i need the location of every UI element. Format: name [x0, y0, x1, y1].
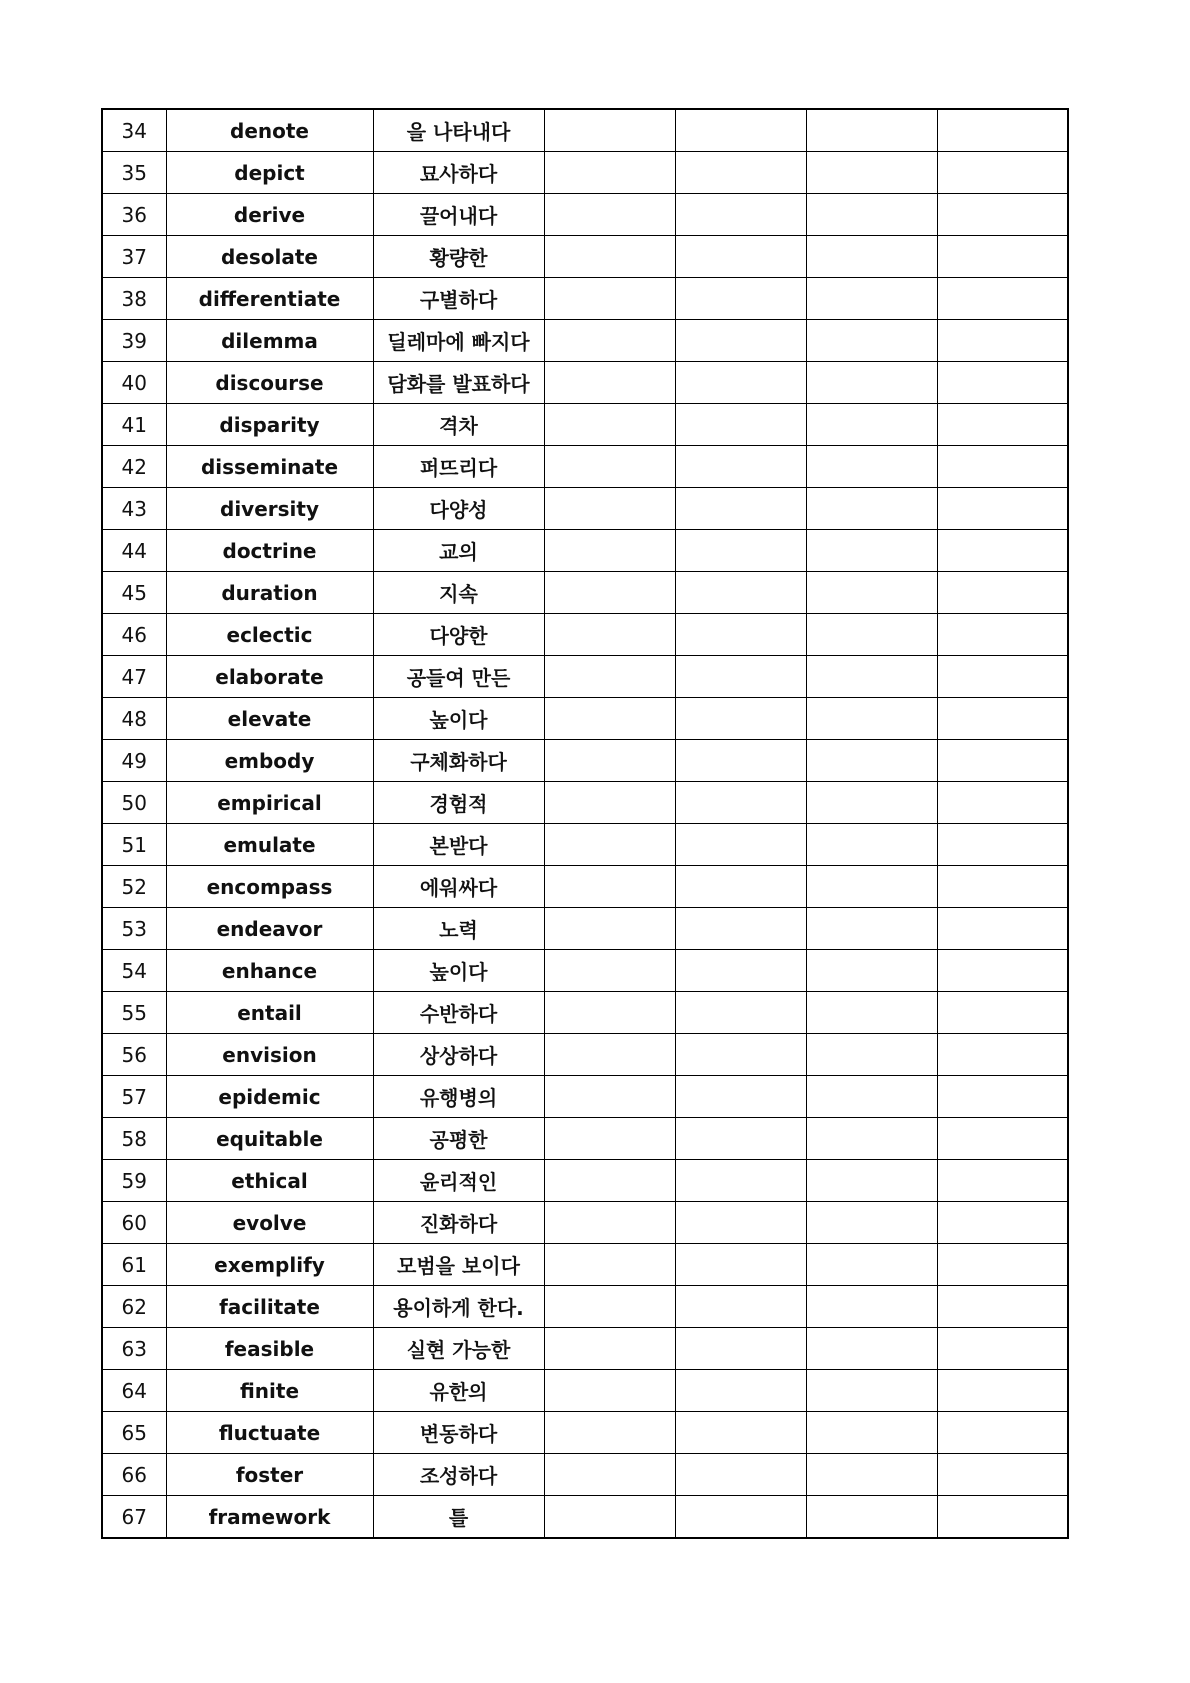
- blank-practice-cell: [675, 1496, 806, 1539]
- blank-practice-cell: [937, 614, 1068, 656]
- blank-practice-cell: [806, 194, 937, 236]
- blank-practice-cell: [544, 1076, 675, 1118]
- blank-practice-cell: [937, 1496, 1068, 1539]
- entry-number: 40: [102, 362, 166, 404]
- blank-practice-cell: [806, 488, 937, 530]
- entry-meaning: 묘사하다: [373, 152, 544, 194]
- entry-meaning: 구별하다: [373, 278, 544, 320]
- entry-word: emulate: [166, 824, 373, 866]
- entry-word: foster: [166, 1454, 373, 1496]
- entry-word: exemplify: [166, 1244, 373, 1286]
- blank-practice-cell: [937, 740, 1068, 782]
- blank-practice-cell: [937, 1286, 1068, 1328]
- blank-practice-cell: [806, 656, 937, 698]
- entry-word: evolve: [166, 1202, 373, 1244]
- blank-practice-cell: [806, 614, 937, 656]
- entry-number: 62: [102, 1286, 166, 1328]
- blank-practice-cell: [544, 236, 675, 278]
- blank-practice-cell: [806, 1202, 937, 1244]
- blank-practice-cell: [675, 1160, 806, 1202]
- blank-practice-cell: [675, 1076, 806, 1118]
- blank-practice-cell: [544, 1034, 675, 1076]
- blank-practice-cell: [937, 446, 1068, 488]
- blank-practice-cell: [544, 1496, 675, 1539]
- entry-word: finite: [166, 1370, 373, 1412]
- entry-word: entail: [166, 992, 373, 1034]
- blank-practice-cell: [675, 194, 806, 236]
- entry-number: 44: [102, 530, 166, 572]
- table-row: [102, 1496, 1068, 1539]
- entry-meaning: 경험적: [373, 782, 544, 824]
- table-row: [102, 152, 1068, 194]
- table-row: [102, 278, 1068, 320]
- entry-number: 49: [102, 740, 166, 782]
- entry-word: disparity: [166, 404, 373, 446]
- vocabulary-table: [101, 108, 1069, 1539]
- entry-number: 36: [102, 194, 166, 236]
- blank-practice-cell: [806, 1370, 937, 1412]
- entry-word: elaborate: [166, 656, 373, 698]
- entry-meaning: 공들여 만든: [373, 656, 544, 698]
- blank-practice-cell: [806, 950, 937, 992]
- entry-meaning: 퍼뜨리다: [373, 446, 544, 488]
- entry-meaning: 딜레마에 빠지다: [373, 320, 544, 362]
- blank-practice-cell: [675, 1034, 806, 1076]
- blank-practice-cell: [806, 446, 937, 488]
- table-row: [102, 824, 1068, 866]
- table-row: [102, 1034, 1068, 1076]
- table-row: [102, 656, 1068, 698]
- table-row: [102, 1370, 1068, 1412]
- blank-practice-cell: [806, 530, 937, 572]
- blank-practice-cell: [806, 824, 937, 866]
- entry-meaning: 다양성: [373, 488, 544, 530]
- entry-word: fluctuate: [166, 1412, 373, 1454]
- blank-practice-cell: [675, 1118, 806, 1160]
- table-row: [102, 1244, 1068, 1286]
- table-row: [102, 362, 1068, 404]
- entry-word: elevate: [166, 698, 373, 740]
- table-row: [102, 1076, 1068, 1118]
- entry-number: 47: [102, 656, 166, 698]
- blank-practice-cell: [544, 1286, 675, 1328]
- table-row: [102, 614, 1068, 656]
- entry-number: 48: [102, 698, 166, 740]
- blank-practice-cell: [675, 1202, 806, 1244]
- entry-meaning: 지속: [373, 572, 544, 614]
- entry-number: 55: [102, 992, 166, 1034]
- table-row: [102, 488, 1068, 530]
- entry-number: 65: [102, 1412, 166, 1454]
- entry-meaning: 수반하다: [373, 992, 544, 1034]
- entry-number: 56: [102, 1034, 166, 1076]
- blank-practice-cell: [544, 1118, 675, 1160]
- table-row: [102, 698, 1068, 740]
- blank-practice-cell: [544, 908, 675, 950]
- blank-practice-cell: [544, 404, 675, 446]
- table-row: [102, 1160, 1068, 1202]
- blank-practice-cell: [806, 404, 937, 446]
- blank-practice-cell: [806, 1244, 937, 1286]
- entry-meaning: 상상하다: [373, 1034, 544, 1076]
- blank-practice-cell: [806, 572, 937, 614]
- blank-practice-cell: [675, 1286, 806, 1328]
- entry-meaning: 격차: [373, 404, 544, 446]
- entry-meaning: 노력: [373, 908, 544, 950]
- blank-practice-cell: [544, 950, 675, 992]
- blank-practice-cell: [937, 488, 1068, 530]
- entry-word: envision: [166, 1034, 373, 1076]
- blank-practice-cell: [544, 824, 675, 866]
- entry-word: doctrine: [166, 530, 373, 572]
- entry-word: endeavor: [166, 908, 373, 950]
- blank-practice-cell: [675, 698, 806, 740]
- entry-meaning: 틀: [373, 1496, 544, 1539]
- blank-practice-cell: [675, 236, 806, 278]
- entry-meaning: 진화하다: [373, 1202, 544, 1244]
- entry-word: encompass: [166, 866, 373, 908]
- entry-word: diversity: [166, 488, 373, 530]
- blank-practice-cell: [675, 614, 806, 656]
- entry-number: 67: [102, 1496, 166, 1539]
- entry-word: ethical: [166, 1160, 373, 1202]
- blank-practice-cell: [544, 109, 675, 152]
- blank-practice-cell: [544, 992, 675, 1034]
- blank-practice-cell: [675, 320, 806, 362]
- blank-practice-cell: [544, 446, 675, 488]
- entry-word: derive: [166, 194, 373, 236]
- blank-practice-cell: [806, 1286, 937, 1328]
- entry-word: facilitate: [166, 1286, 373, 1328]
- blank-practice-cell: [675, 866, 806, 908]
- blank-practice-cell: [675, 824, 806, 866]
- entry-word: depict: [166, 152, 373, 194]
- blank-practice-cell: [937, 530, 1068, 572]
- blank-practice-cell: [544, 530, 675, 572]
- entry-number: 37: [102, 236, 166, 278]
- blank-practice-cell: [675, 152, 806, 194]
- entry-number: 35: [102, 152, 166, 194]
- table-row: [102, 992, 1068, 1034]
- blank-practice-cell: [675, 656, 806, 698]
- entry-meaning: 높이다: [373, 698, 544, 740]
- blank-practice-cell: [675, 362, 806, 404]
- blank-practice-cell: [806, 1328, 937, 1370]
- blank-practice-cell: [937, 109, 1068, 152]
- blank-practice-cell: [937, 236, 1068, 278]
- blank-practice-cell: [544, 782, 675, 824]
- blank-practice-cell: [544, 1202, 675, 1244]
- blank-practice-cell: [806, 1034, 937, 1076]
- blank-practice-cell: [675, 740, 806, 782]
- table-row: [102, 404, 1068, 446]
- blank-practice-cell: [675, 278, 806, 320]
- blank-practice-cell: [806, 782, 937, 824]
- blank-practice-cell: [544, 194, 675, 236]
- table-row: [102, 1328, 1068, 1370]
- blank-practice-cell: [937, 1076, 1068, 1118]
- blank-practice-cell: [544, 572, 675, 614]
- entry-meaning: 유한의: [373, 1370, 544, 1412]
- blank-practice-cell: [544, 1454, 675, 1496]
- entry-meaning: 높이다: [373, 950, 544, 992]
- blank-practice-cell: [544, 152, 675, 194]
- blank-practice-cell: [675, 950, 806, 992]
- blank-practice-cell: [544, 1412, 675, 1454]
- entry-number: 58: [102, 1118, 166, 1160]
- table-row: [102, 1118, 1068, 1160]
- entry-meaning: 용이하게 한다.: [373, 1286, 544, 1328]
- blank-practice-cell: [806, 698, 937, 740]
- blank-practice-cell: [937, 698, 1068, 740]
- entry-meaning: 변동하다: [373, 1412, 544, 1454]
- entry-word: disseminate: [166, 446, 373, 488]
- table-row: [102, 1454, 1068, 1496]
- blank-practice-cell: [806, 740, 937, 782]
- entry-word: differentiate: [166, 278, 373, 320]
- blank-practice-cell: [544, 1244, 675, 1286]
- blank-practice-cell: [937, 152, 1068, 194]
- table-row: [102, 446, 1068, 488]
- blank-practice-cell: [544, 320, 675, 362]
- blank-practice-cell: [937, 404, 1068, 446]
- entry-number: 46: [102, 614, 166, 656]
- entry-meaning: 끌어내다: [373, 194, 544, 236]
- blank-practice-cell: [675, 1370, 806, 1412]
- blank-practice-cell: [937, 824, 1068, 866]
- entry-number: 59: [102, 1160, 166, 1202]
- table-row: [102, 236, 1068, 278]
- entry-word: desolate: [166, 236, 373, 278]
- entry-meaning: 공평한: [373, 1118, 544, 1160]
- entry-meaning: 구체화하다: [373, 740, 544, 782]
- table-row: [102, 1412, 1068, 1454]
- blank-practice-cell: [937, 782, 1068, 824]
- table-row: [102, 109, 1068, 152]
- blank-practice-cell: [937, 992, 1068, 1034]
- blank-practice-cell: [675, 488, 806, 530]
- entry-meaning: 을 나타내다: [373, 109, 544, 152]
- blank-practice-cell: [937, 320, 1068, 362]
- blank-practice-cell: [675, 530, 806, 572]
- entry-word: equitable: [166, 1118, 373, 1160]
- entry-word: eclectic: [166, 614, 373, 656]
- blank-practice-cell: [544, 614, 675, 656]
- blank-practice-cell: [806, 152, 937, 194]
- blank-practice-cell: [544, 362, 675, 404]
- blank-practice-cell: [675, 572, 806, 614]
- blank-practice-cell: [544, 488, 675, 530]
- blank-practice-cell: [675, 782, 806, 824]
- blank-practice-cell: [544, 656, 675, 698]
- blank-practice-cell: [937, 1328, 1068, 1370]
- blank-practice-cell: [806, 109, 937, 152]
- table-row: [102, 866, 1068, 908]
- entry-word: dilemma: [166, 320, 373, 362]
- entry-word: embody: [166, 740, 373, 782]
- blank-practice-cell: [937, 656, 1068, 698]
- blank-practice-cell: [675, 446, 806, 488]
- blank-practice-cell: [675, 1454, 806, 1496]
- entry-meaning: 담화를 발표하다: [373, 362, 544, 404]
- blank-practice-cell: [544, 1160, 675, 1202]
- entry-meaning: 에워싸다: [373, 866, 544, 908]
- entry-number: 41: [102, 404, 166, 446]
- entry-meaning: 황량한: [373, 236, 544, 278]
- blank-practice-cell: [544, 1370, 675, 1412]
- entry-number: 57: [102, 1076, 166, 1118]
- entry-number: 45: [102, 572, 166, 614]
- blank-practice-cell: [937, 362, 1068, 404]
- blank-practice-cell: [806, 1412, 937, 1454]
- blank-practice-cell: [806, 1496, 937, 1539]
- blank-practice-cell: [937, 1412, 1068, 1454]
- blank-practice-cell: [544, 278, 675, 320]
- entry-meaning: 유행병의: [373, 1076, 544, 1118]
- blank-practice-cell: [544, 698, 675, 740]
- vocabulary-table-body: [102, 109, 1068, 1538]
- blank-practice-cell: [806, 908, 937, 950]
- entry-meaning: 조성하다: [373, 1454, 544, 1496]
- entry-number: 39: [102, 320, 166, 362]
- entry-word: epidemic: [166, 1076, 373, 1118]
- blank-practice-cell: [937, 1370, 1068, 1412]
- blank-practice-cell: [675, 992, 806, 1034]
- entry-word: duration: [166, 572, 373, 614]
- entry-word: discourse: [166, 362, 373, 404]
- entry-meaning: 모범을 보이다: [373, 1244, 544, 1286]
- blank-practice-cell: [937, 1202, 1068, 1244]
- entry-number: 51: [102, 824, 166, 866]
- entry-meaning: 교의: [373, 530, 544, 572]
- blank-practice-cell: [806, 320, 937, 362]
- entry-number: 34: [102, 109, 166, 152]
- entry-number: 63: [102, 1328, 166, 1370]
- blank-practice-cell: [806, 1076, 937, 1118]
- blank-practice-cell: [806, 1118, 937, 1160]
- entry-meaning: 실현 가능한: [373, 1328, 544, 1370]
- entry-word: feasible: [166, 1328, 373, 1370]
- blank-practice-cell: [937, 572, 1068, 614]
- blank-practice-cell: [937, 1454, 1068, 1496]
- blank-practice-cell: [937, 1118, 1068, 1160]
- entry-word: empirical: [166, 782, 373, 824]
- blank-practice-cell: [937, 278, 1068, 320]
- entry-number: 54: [102, 950, 166, 992]
- blank-practice-cell: [937, 908, 1068, 950]
- entry-number: 52: [102, 866, 166, 908]
- entry-number: 66: [102, 1454, 166, 1496]
- blank-practice-cell: [544, 866, 675, 908]
- entry-meaning: 본받다: [373, 824, 544, 866]
- entry-word: enhance: [166, 950, 373, 992]
- blank-practice-cell: [675, 404, 806, 446]
- blank-practice-cell: [675, 1244, 806, 1286]
- blank-practice-cell: [937, 1034, 1068, 1076]
- blank-practice-cell: [937, 194, 1068, 236]
- blank-practice-cell: [675, 908, 806, 950]
- entry-number: 61: [102, 1244, 166, 1286]
- entry-number: 50: [102, 782, 166, 824]
- table-row: [102, 782, 1068, 824]
- blank-practice-cell: [544, 740, 675, 782]
- blank-practice-cell: [937, 950, 1068, 992]
- table-row: [102, 740, 1068, 782]
- blank-practice-cell: [675, 1328, 806, 1370]
- entry-number: 43: [102, 488, 166, 530]
- table-row: [102, 530, 1068, 572]
- blank-practice-cell: [806, 236, 937, 278]
- blank-practice-cell: [937, 866, 1068, 908]
- entry-meaning: 다양한: [373, 614, 544, 656]
- blank-practice-cell: [675, 109, 806, 152]
- entry-number: 53: [102, 908, 166, 950]
- table-row: [102, 1286, 1068, 1328]
- blank-practice-cell: [544, 1328, 675, 1370]
- table-row: [102, 1202, 1068, 1244]
- entry-word: framework: [166, 1496, 373, 1539]
- table-row: [102, 320, 1068, 362]
- table-row: [102, 194, 1068, 236]
- entry-number: 42: [102, 446, 166, 488]
- blank-practice-cell: [806, 1160, 937, 1202]
- table-row: [102, 572, 1068, 614]
- blank-practice-cell: [806, 278, 937, 320]
- blank-practice-cell: [806, 1454, 937, 1496]
- blank-practice-cell: [806, 992, 937, 1034]
- blank-practice-cell: [937, 1244, 1068, 1286]
- table-row: [102, 950, 1068, 992]
- entry-number: 60: [102, 1202, 166, 1244]
- blank-practice-cell: [675, 1412, 806, 1454]
- entry-number: 64: [102, 1370, 166, 1412]
- entry-word: denote: [166, 109, 373, 152]
- blank-practice-cell: [937, 1160, 1068, 1202]
- blank-practice-cell: [806, 362, 937, 404]
- entry-number: 38: [102, 278, 166, 320]
- blank-practice-cell: [806, 866, 937, 908]
- table-row: [102, 908, 1068, 950]
- entry-meaning: 윤리적인: [373, 1160, 544, 1202]
